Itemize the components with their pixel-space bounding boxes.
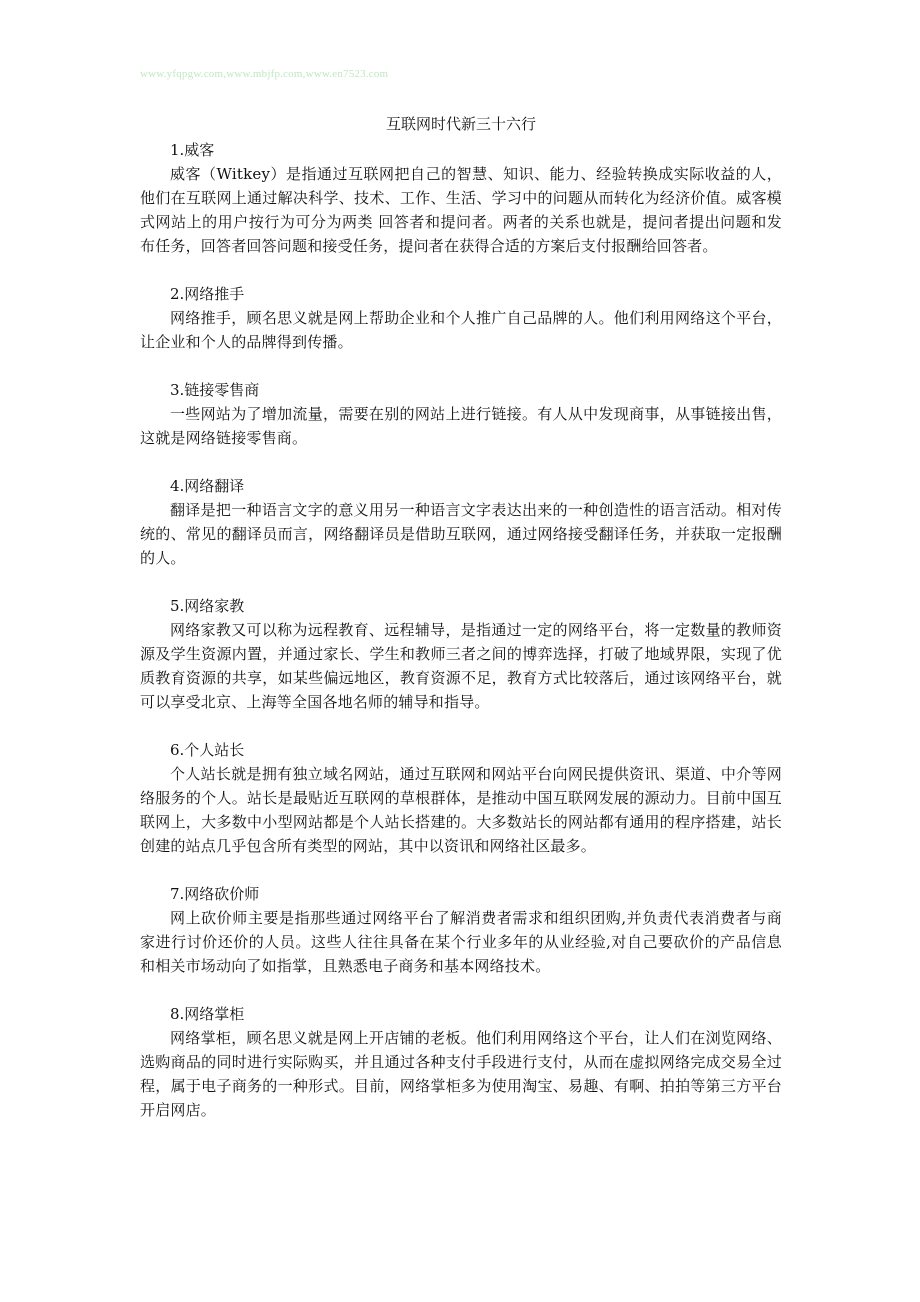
section-heading: 7.网络砍价师: [170, 885, 260, 903]
section-network-promoter: [140, 282, 782, 354]
section-heading: 5.网络家教: [170, 597, 245, 615]
section-webmaster: [140, 738, 782, 858]
section-bargainer: [140, 882, 782, 978]
section-paragraph: 个人站长就是拥有独立域名网站，通过互联网和网站平台向网民提供资讯、渠道、中介等网络服务的个人。站长是最贴近互联网的草根群体，是推动中国互联网发展的源动力。目前中国互联网上，大多数中小型网站都是个人站长搭建的。大多数站长的网站都有通用的程序搭建，站长创建的站点几乎包含所有类型的网站，其中以资讯和网络社区最多。: [140, 765, 782, 855]
section-link-retailer: [140, 378, 782, 450]
section-witkey: [140, 138, 782, 258]
section-online-shopkeeper: [140, 1002, 782, 1122]
section-heading: 1.威客: [170, 141, 215, 159]
section-heading: 4.网络翻译: [170, 477, 245, 495]
page-title: 互联网时代新三十六行: [385, 115, 536, 133]
section-paragraph: 网上砍价师主要是指那些通过网络平台了解消费者需求和组织团购,并负责代表消费者与商家进行讨价还价的人员。这些人往往具备在某个行业多年的从业经验,对自己要砍价的产品信息和相关市场动向了如指掌，且熟悉电子商务和基本网络技术。: [140, 909, 782, 975]
section-heading: 8.网络掌柜: [170, 1005, 245, 1023]
section-paragraph: 翻译是把一种语言文字的意义用另一种语言文字表达出来的一种创造性的语言活动。相对传统的、常见的翻译员而言，网络翻译员是借助互联网，通过网络接受翻译任务，并获取一定报酬的人。: [140, 501, 782, 567]
section-paragraph: 威客（Witkey）是指通过互联网把自己的智慧、知识、能力、经验转换成实际收益的人，他们在互联网上通过解决科学、技术、工作、生活、学习中的问题从而转化为经济价值。威客模式网站上的用户按行为可分为两类 回答者和提问者。两者的关系也就是，提问者提出问题和发布任务，回答者回答问题和接受任务，提问者在获得合适的方案后支付报酬给回答者。: [140, 165, 782, 255]
section-network-translation: [140, 474, 782, 570]
section-paragraph: 一些网站为了增加流量，需要在别的网站上进行链接。有人从中发现商事，从事链接出售，这就是网络链接零售商。: [140, 405, 782, 447]
section-online-tutor: [140, 594, 782, 714]
section-heading: 6.个人站长: [170, 741, 245, 759]
section-paragraph: 网络推手，顾名思义就是网上帮助企业和个人推广自己品牌的人。他们利用网络这个平台，让企业和个人的品牌得到传播。: [140, 309, 782, 351]
document-body: [140, 112, 782, 1146]
watermark-text: www.yfqpgw.com,www.mbjfp.com,www.en7523.com: [140, 68, 389, 80]
section-paragraph: 网络家教又可以称为远程教育、远程辅导，是指通过一定的网络平台，将一定数量的教师资源及学生资源内置，并通过家长、学生和教师三者之间的博弈选择，打破了地域界限，实现了优质教育资源的共享，如某些偏远地区，教育资源不足，教育方式比较落后，通过该网络平台，就可以享受北京、上海等全国各地名师的辅导和指导。: [140, 621, 782, 711]
section-heading: 2.网络推手: [170, 285, 245, 303]
section-paragraph: 网络掌柜，顾名思义就是网上开店铺的老板。他们利用网络这个平台，让人们在浏览网络、选购商品的同时进行实际购买，并且通过各种支付手段进行支付，从而在虚拟网络完成交易全过程，属于电子商务的一种形式。目前，网络掌柜多为使用淘宝、易趣、有啊、拍拍等第三方平台开启网店。: [140, 1029, 782, 1119]
section-heading: 3.链接零售商: [170, 381, 260, 399]
